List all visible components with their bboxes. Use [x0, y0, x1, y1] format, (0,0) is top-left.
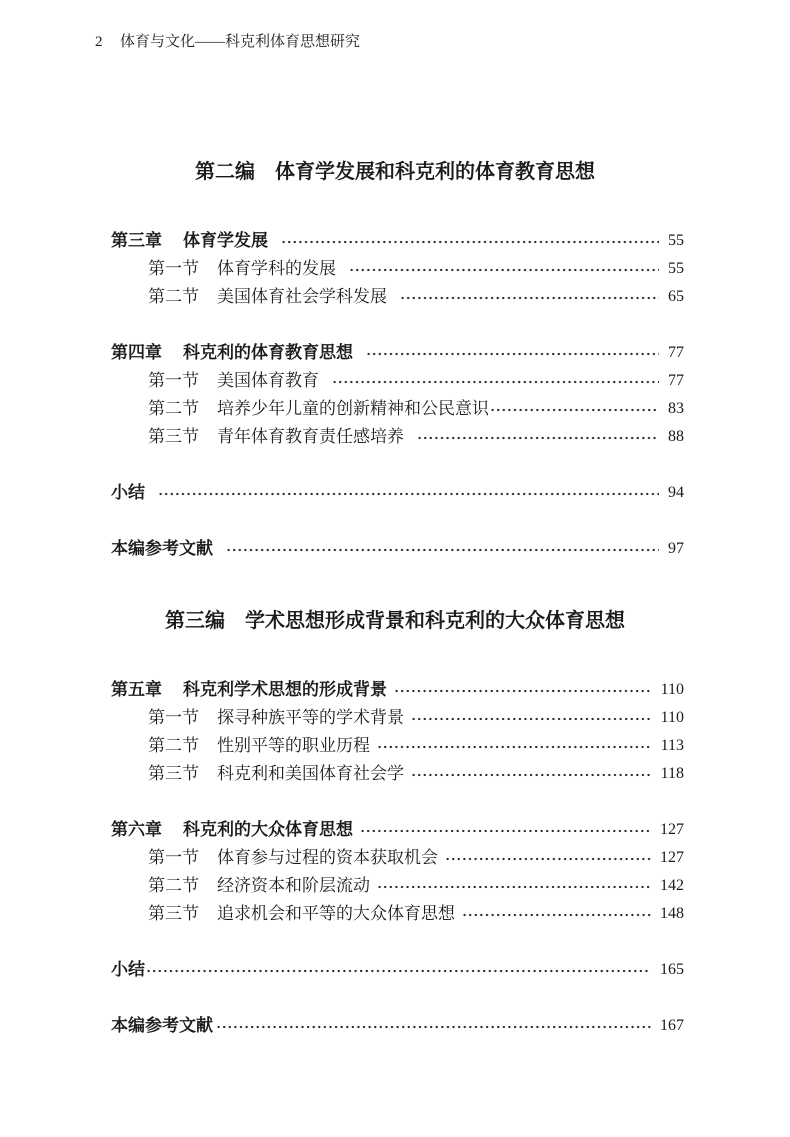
page-ref: 83: [668, 400, 684, 417]
page-ref: 65: [668, 288, 684, 305]
page-ref: 127: [660, 821, 684, 838]
page-ref: 55: [668, 260, 684, 277]
section-entry: [111, 900, 684, 928]
section-entry: [111, 255, 684, 283]
page-ref: 167: [660, 1017, 684, 1034]
section-title: 追求机会和平等的大众体育思想: [217, 904, 455, 923]
page-ref: 118: [660, 765, 684, 782]
dot-leader: [401, 283, 659, 311]
section-title: 青年体育教育责任感培养: [217, 427, 404, 446]
section-entry: [111, 732, 684, 760]
dot-leader: [217, 1012, 651, 1040]
page-ref: 127: [660, 849, 684, 866]
page-ref: 88: [668, 428, 684, 445]
section-title: 科克利和美国体育社会学: [217, 764, 404, 783]
chapter-label: 第四章: [111, 343, 162, 363]
page-ref: 94: [668, 484, 684, 501]
page-ref: 142: [660, 877, 684, 894]
section-entry: [111, 395, 684, 423]
dot-leader: [350, 255, 659, 283]
dot-leader: [361, 816, 651, 844]
dot-leader: [491, 395, 659, 423]
chapter-group: [111, 227, 684, 311]
page-number: 2: [95, 34, 103, 50]
part-title: 第二编 体育学发展和科克利的体育教育思想: [195, 161, 595, 183]
dot-leader: [367, 339, 659, 367]
section-label: 第二节: [148, 287, 199, 306]
dot-leader: [147, 956, 651, 984]
page-ref: 97: [668, 540, 684, 557]
summary-entry: [111, 479, 684, 507]
section-label: 第三节: [148, 764, 199, 783]
chapter-title: 科克利的体育教育思想: [183, 343, 353, 363]
summary-title: 小结: [111, 960, 145, 980]
dot-leader: [446, 844, 651, 872]
chapter-label: 第五章: [111, 680, 162, 700]
page-ref: 77: [668, 344, 684, 361]
section-title: 体育学科的发展: [217, 259, 336, 278]
section-label: 第二节: [148, 399, 199, 418]
section-title: 探寻种族平等的学术背景: [217, 708, 404, 727]
dot-leader: [333, 367, 659, 395]
dot-leader: [159, 479, 659, 507]
references-entry: [111, 1012, 684, 1040]
dot-leader: [463, 900, 651, 928]
chapter-entry: [111, 676, 684, 704]
summary-entry: [111, 956, 684, 984]
dot-leader: [412, 704, 652, 732]
dot-leader: [395, 676, 652, 704]
book-title: 体育与文化——科克利体育思想研究: [120, 34, 361, 50]
chapter-group: [111, 816, 684, 928]
chapter-title: 科克利学术思想的形成背景: [183, 680, 387, 700]
chapter-entry: [111, 227, 684, 255]
page-ref: 110: [660, 681, 684, 698]
section-entry: [111, 367, 684, 395]
references-group: [111, 535, 684, 563]
section-title: 培养少年儿童的创新精神和公民意识: [217, 399, 489, 418]
toc-list: [111, 227, 684, 563]
dot-leader: [378, 732, 652, 760]
section-entry: [111, 704, 684, 732]
part-three: [0, 606, 790, 1040]
chapter-label: 第六章: [111, 820, 162, 840]
section-entry: [111, 844, 684, 872]
section-title: 美国体育社会学科发展: [217, 287, 387, 306]
dot-leader: [282, 227, 659, 255]
chapter-entry: [111, 816, 684, 844]
section-title: 性别平等的职业历程: [217, 736, 370, 755]
chapter-title: 科克利的大众体育思想: [183, 820, 353, 840]
references-title: 本编参考文献: [111, 1016, 213, 1036]
summary-title: 小结: [111, 483, 145, 503]
section-title: 美国体育教育: [217, 371, 319, 390]
section-label: 第一节: [148, 708, 199, 727]
page-ref: 165: [660, 961, 684, 978]
chapter-entry: [111, 339, 684, 367]
section-entry: [111, 760, 684, 788]
summary-group: [111, 956, 684, 984]
dot-leader: [378, 872, 651, 900]
dot-leader: [412, 760, 652, 788]
section-title: 体育参与过程的资本获取机会: [217, 848, 438, 867]
section-label: 第一节: [148, 848, 199, 867]
section-entry: [111, 872, 684, 900]
summary-group: [111, 479, 684, 507]
chapter-group: [111, 339, 684, 451]
section-entry: [111, 283, 684, 311]
section-label: 第三节: [148, 427, 199, 446]
part-title: 第三编 学术思想形成背景和科克利的大众体育思想: [165, 610, 625, 632]
page-ref: 148: [660, 905, 684, 922]
section-label: 第一节: [148, 259, 199, 278]
references-title: 本编参考文献: [111, 539, 213, 559]
section-label: 第一节: [148, 371, 199, 390]
page-ref: 110: [660, 709, 684, 726]
dot-leader: [418, 423, 659, 451]
section-entry: [111, 423, 684, 451]
references-entry: [111, 535, 684, 563]
toc-list: [111, 676, 684, 1040]
page-ref: 55: [668, 232, 684, 249]
dot-leader: [227, 535, 659, 563]
section-label: 第二节: [148, 736, 199, 755]
running-header: [95, 30, 360, 54]
references-group: [111, 1012, 684, 1040]
section-label: 第二节: [148, 876, 199, 895]
chapter-title: 体育学发展: [183, 231, 268, 251]
chapter-group: [111, 676, 684, 788]
chapter-label: 第三章: [111, 231, 162, 251]
section-label: 第三节: [148, 904, 199, 923]
page-ref: 77: [668, 372, 684, 389]
part-two: [0, 157, 790, 563]
page-ref: 113: [660, 737, 684, 754]
section-title: 经济资本和阶层流动: [217, 876, 370, 895]
